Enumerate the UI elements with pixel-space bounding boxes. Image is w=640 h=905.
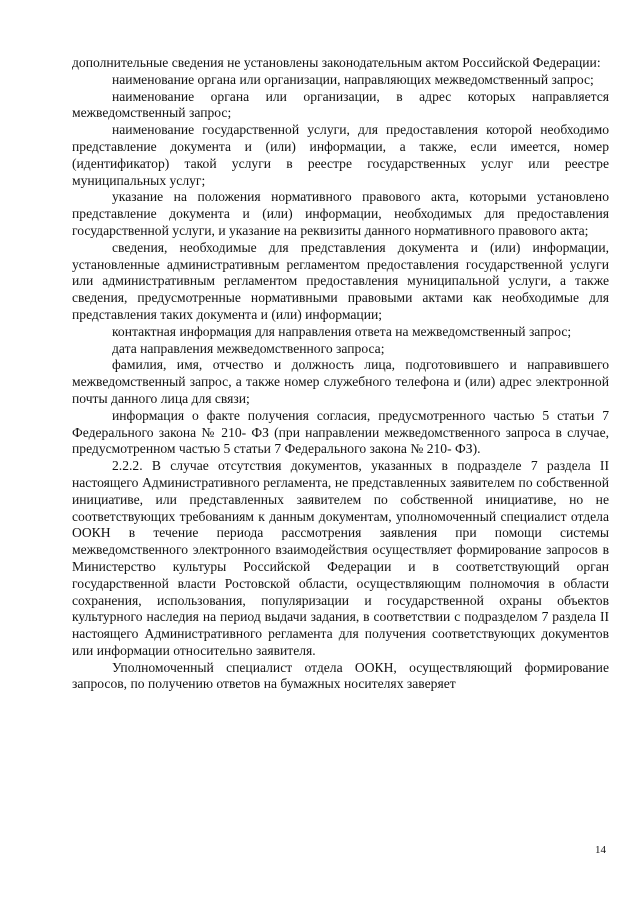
paragraph: информация о факте получения согласия, предусмотренного частью 5 статьи 7 Федерального закона № 210- ФЗ (при направлении межведомственного запроса в случае, предусмотренном частью 5 статьи 7 Федерального закона № 210- ФЗ). [72,407,609,457]
paragraph: наименование государственной услуги, для предоставления которой необходимо представление документа и (или) информации, а также, если имеется, номер (идентификатор) такой услуги в реестре государственных услуг или реестре муниципальных услуг; [72,122,609,188]
paragraph: Уполномоченный специалист отдела ООКН, осуществляющий формирование запросов, по получению ответов на бумажных носителях заверяет [72,659,609,692]
page-number: 14 [595,844,606,856]
paragraph: сведения, необходимые для представления документа и (или) информации, установленные административным регламентом предоставления государственной услуги или административным регламентом предоставления муниципальной услуги, а также сведения, предусмотренные нормативными правовыми актами как необходимые для представления таких документа и (или) информации; [72,239,609,322]
paragraph: контактная информация для направления ответа на межведомственный запрос; [112,323,572,339]
paragraph: наименование органа или организации, в адрес которых направляется межведомственный запрос; [72,88,609,121]
paragraph: 2.2.2. В случае отсутствия документов, указанных в подразделе 7 раздела II настоящего Административного регламента, не представленных заявителем по собственной инициативе, или представленных заявителем по собственной инициативе, но не соответствующих требованиям к данным документам, уполномоченный специалист отдела ООКН в течение периода рассмотрения заявления при помощи системы межведомственного электронного взаимодействия осуществляет формирование запросов в Министерство культуры Российской Федерации и в соответствующий орган государственной власти Ростовской области, осуществляющим полномочия в области сохранения, использования, популяризации и государственной охраны объектов культурного наследия на период выдачи задания, в соответствии с подразделом 7 раздела II настоящего Административного регламента для получения соответствующих документов или информации относительно заявителя. [72,458,609,658]
paragraph: дата направления межведомственного запроса; [112,340,385,356]
paragraph: наименование органа или организации, направляющих межведомственный запрос; [112,71,594,87]
paragraph: дополнительные сведения не установлены законодательным актом Российской Федерации: [72,55,601,70]
paragraph: фамилия, имя, отчество и должность лица, подготовившего и направившего межведомственный запрос, а также номер служебного телефона и (или) адрес электронной почты данного лица для связи; [72,357,609,406]
paragraph: указание на положения нормативного правового акта, которыми установлено представление документа и (или) информации, необходимых для предоставления государственной услуги, и указание на реквизиты данного нормативного правового акта; [72,189,609,238]
document-body [72,55,609,693]
